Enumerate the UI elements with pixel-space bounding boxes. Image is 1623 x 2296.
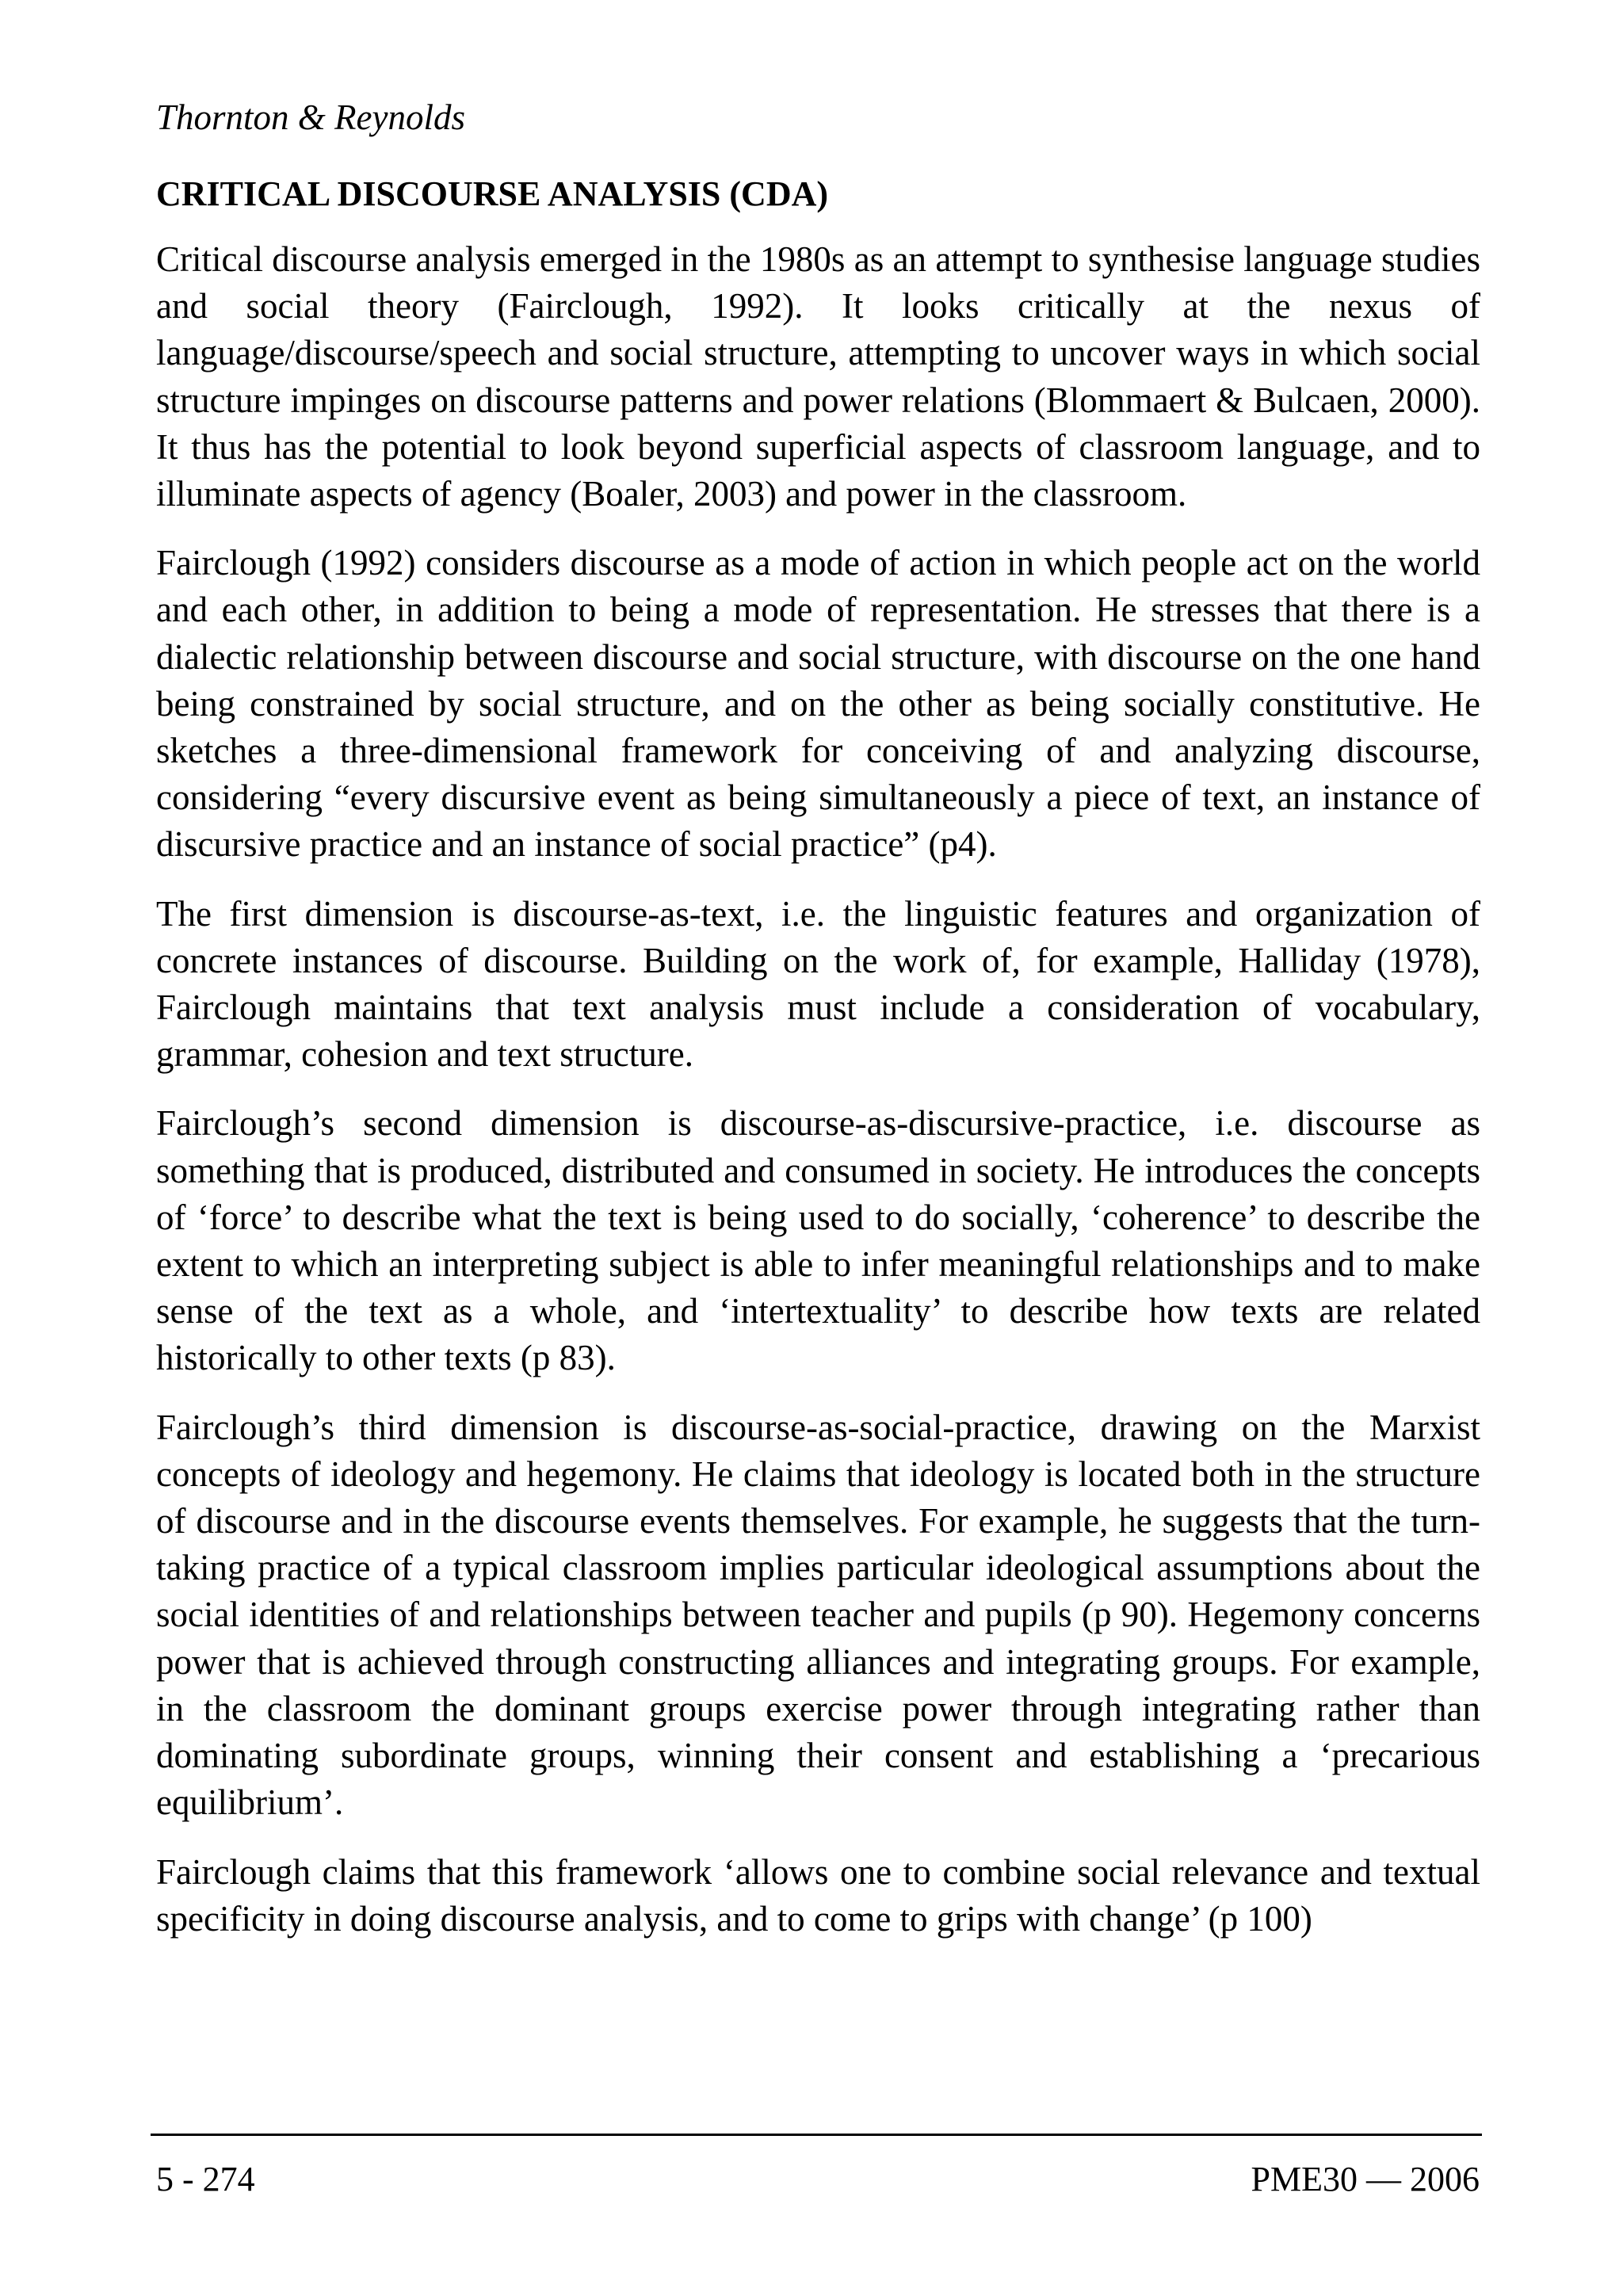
body-text [156,236,1480,1965]
paragraph: Fairclough claims that this framework ‘allows one to combine social relevance and textual specificity in doing discourse analysis, and to come to grips with change’ (p 100) [156,1851,1480,1939]
running-head: Thornton & Reynolds [156,97,465,137]
paragraph: Fairclough’s third dimension is discourse-as-social-practice, drawing on the Marxist concepts of ideology and hegemony. He claims that ideology is located both in the structure of discourse and in the discourse events themselves. For example, he suggests that the turn-taking practice of a typical classroom implies particular ideological assumptions about the social identities of and relationships between teacher and pupils (p 90). Hegemony concerns power that is achieved through constructing alliances and integrating groups. For example, in the classroom the dominant groups exercise power through integrating rather than dominating subordinate groups, winning their consent and establishing a ‘precarious equilibrium’. [156,1407,1480,1823]
paragraph: Fairclough (1992) considers discourse as a mode of action in which people act on the world and each other, in addition to being a mode of representation. He stresses that there is a dialectic relationship between discourse and social structure, with discourse on the one hand being constrained by social structure, and on the other as being socially constitutive. He sketches a three-dimensional framework for conceiving of and analyzing discourse, considering “every discursive event as being simultaneously a piece of text, an instance of discursive practice and an instance of social practice” (p4). [156,543,1480,865]
page-number: 5 - 274 [156,2160,255,2199]
section-title: CRITICAL DISCOURSE ANALYSIS (CDA) [156,174,829,213]
paragraph: Critical discourse analysis emerged in the 1980s as an attempt to synthesise language studies and social theory (Fairclough, 1992). It looks critically at the nexus of language/discourse/speech and social structure, attempting to uncover ways in which social structure impinges on discourse patterns and power relations (Blommaert & Bulcaen, 2000). It thus has the potential to look beyond superficial aspects of classroom language, and to illuminate aspects of agency (Boaler, 2003) and power in the classroom. [156,239,1480,514]
footer-divider [151,2134,1482,2136]
paragraph: Fairclough’s second dimension is discourse-as-discursive-practice, i.e. discourse as something that is produced, distributed and consumed in society. He introduces the concepts of ‘force’ to describe what the text is being used to do socially, ‘coherence’ to describe the extent to which an interpreting subject is able to infer meaningful relationships and to make sense of the text as a whole, and ‘intertextuality’ to describe how texts are related historically to other texts (p 83). [156,1103,1480,1378]
proceedings-label: PME30 — 2006 [1251,2160,1480,2199]
paragraph: The first dimension is discourse-as-text, i.e. the linguistic features and organization of concrete instances of discourse. Building on the work of, for example, Halliday (1978), Fairclough maintains that text analysis must include a consideration of vocabulary, grammar, cohesion and text structure. [156,893,1480,1075]
